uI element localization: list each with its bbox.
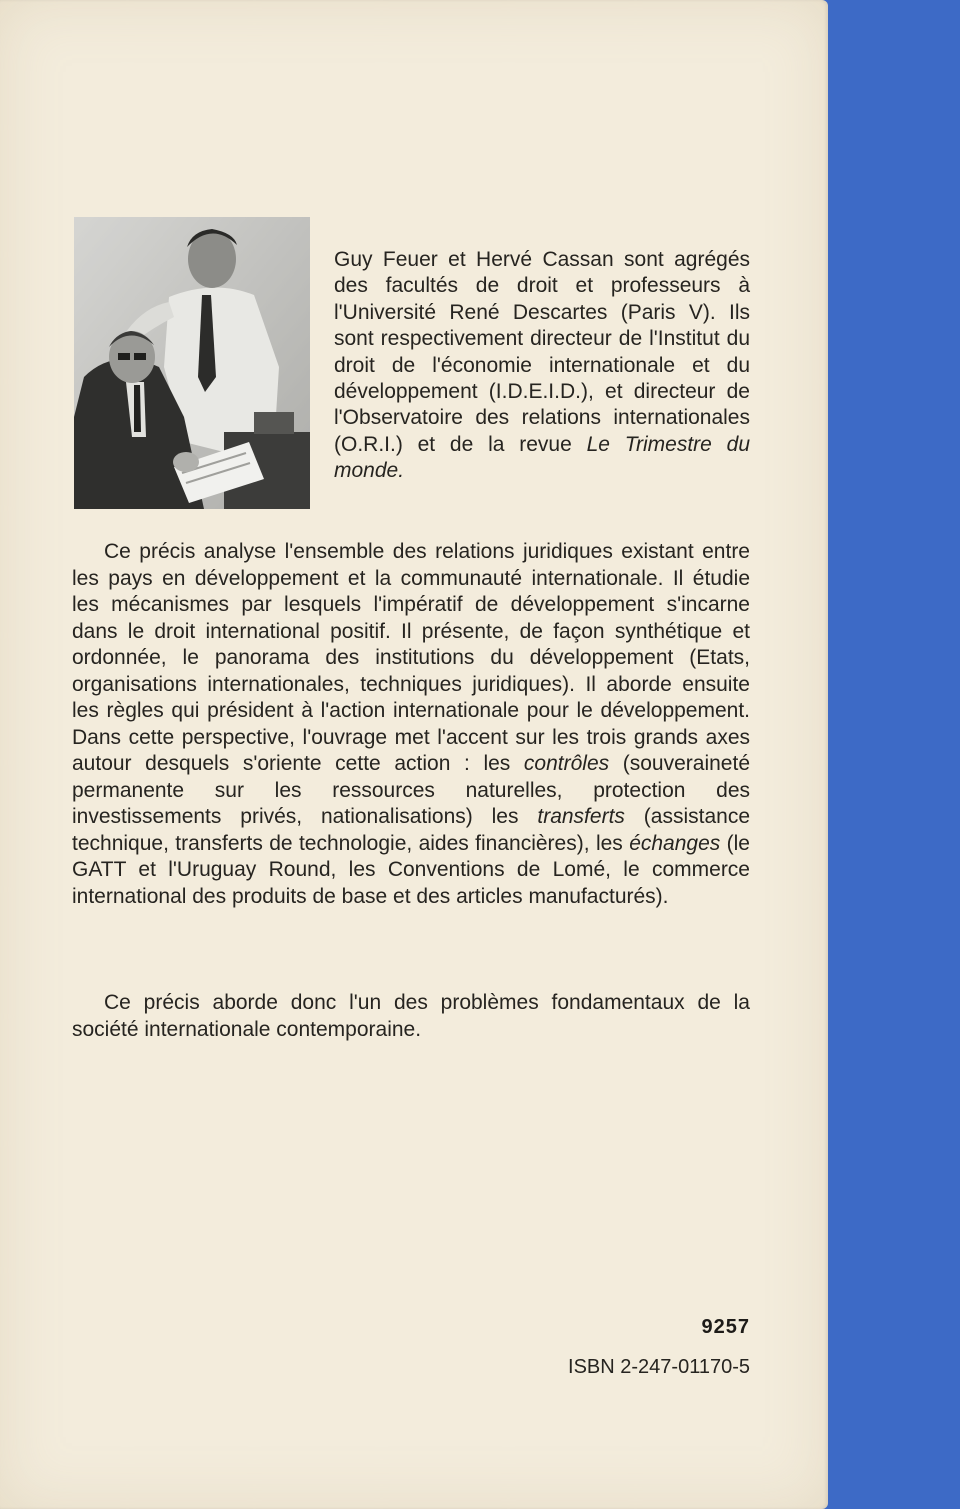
description-part4: (le GATT et l'Uruguay Round, les Conventions de Lomé, le commerce international des produits de base et des articles manufacturés).	[72, 831, 750, 908]
keyword-echanges: échanges	[629, 831, 721, 855]
keyword-transferts: transferts	[537, 805, 625, 828]
conclusion-paragraph: Ce précis aborde donc l'un des problèmes fondamentaux de la société internationale contemporaine.	[72, 991, 750, 1041]
blue-spine-border	[828, 0, 960, 1509]
journal-title: Le Trimestre du monde.	[334, 432, 750, 483]
author-bio	[334, 247, 750, 485]
isbn-number: ISBN 2-247-01170-5	[568, 1356, 750, 1378]
keyword-controles: contrôles	[523, 752, 610, 775]
author-bio-text: Guy Feuer et Hervé Cassan sont agrégés des facultés de droit et professeurs à l'Université René Descartes (Paris V). Ils sont respectivement directeur de l'Institut du droit de l'économie internationale et du développement (I.D.E.I.D.), et directeur de l'Observatoire des relations internationales (O.R.I.) et de la revue	[334, 248, 750, 456]
description-part1: Ce précis analyse l'ensemble des relations juridiques existant entre les pays en développement et la communauté internationale. Il étudie les mécanismes par lesquels l'impératif de développement s'incarne dans le droit international positif. Il présente, de façon synthétique et ordonnée, le panorama des institutions du développement (Etats, organisations internationales, techniques juridiques). Il aborde ensuite les règles qui président à l'action internationale pour le développement. Dans cette perspective, l'ouvrage met l'accent sur les trois grands axes autour desquels s'oriente cette action : les	[72, 540, 750, 775]
book-description	[72, 539, 750, 910]
description-part2: (souveraineté permanente sur les ressources naturelles, protection des investissements privés, nationalisations) les	[72, 752, 751, 828]
product-code: 9257	[701, 1316, 750, 1338]
authors-photo	[74, 217, 310, 509]
description-part3: (assistance technique, transferts de technologie, aides financières), les	[72, 805, 750, 855]
